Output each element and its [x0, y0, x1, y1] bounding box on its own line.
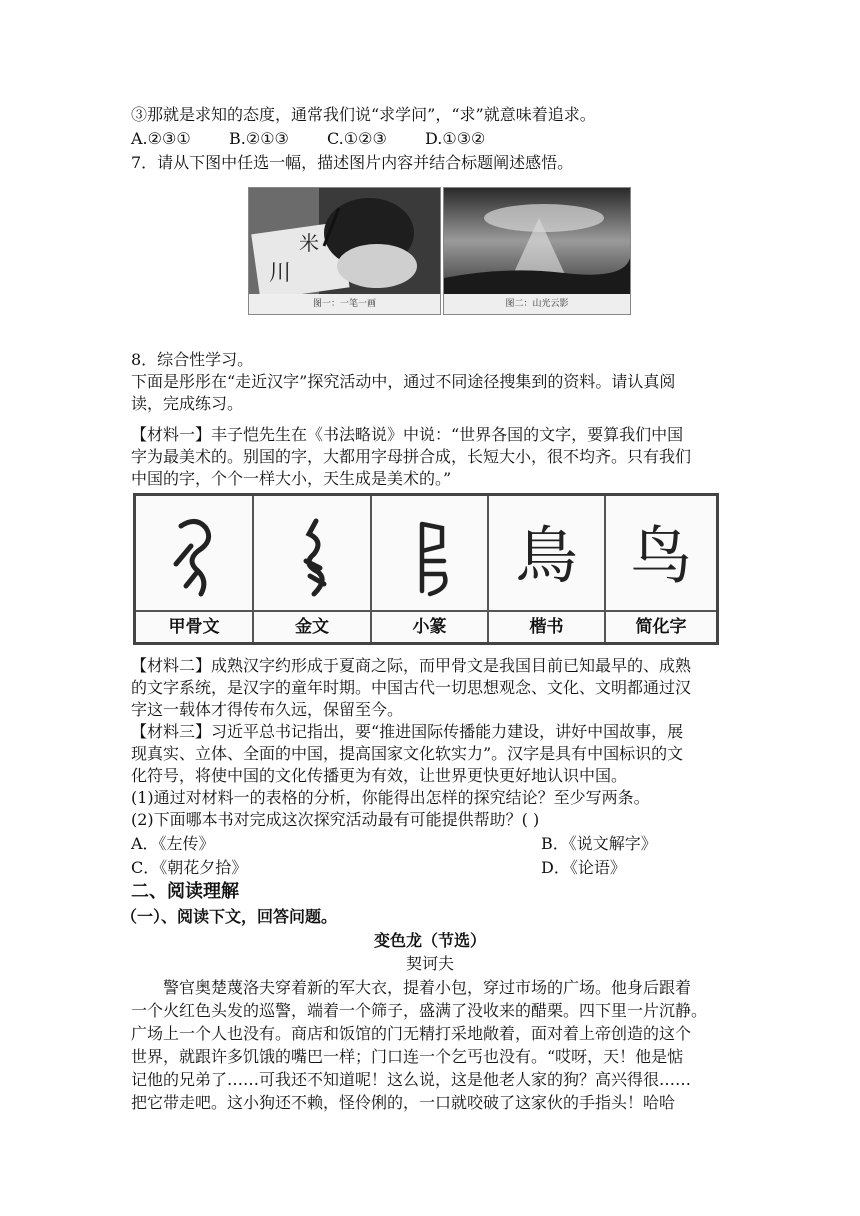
- cell-oracle-bone: [136, 496, 254, 642]
- sub-question-1: (1)通过对材料一的表格的分析，你能得出怎样的探究结论？至少写两条。: [131, 788, 650, 807]
- svg-text:川: 川: [269, 261, 292, 286]
- cell-simplified: [606, 496, 716, 642]
- oracle-bone-bird-glyph: [136, 506, 254, 606]
- label-simplified: 简化字: [606, 610, 716, 642]
- label-small-seal: 小篆: [372, 610, 487, 642]
- character-evolution-table: [133, 493, 719, 645]
- cell-regular-script: [489, 496, 606, 642]
- material-2-line-1: 【材料二】成熟汉字约形成于夏商之际，而甲骨文是我国目前已知最早的、成熟: [131, 656, 692, 675]
- small-seal-bird-glyph: [372, 506, 489, 606]
- paragraph-line-1: 警官奥楚蔑洛夫穿着新的军大衣，提着小包，穿过市场的广场。他身后跟着: [163, 978, 692, 997]
- part-1-heading: （一）、阅读下文，回答问题。: [121, 907, 338, 926]
- svg-text:米: 米: [299, 231, 319, 255]
- photo-caption-1: 图一：一笔一画: [249, 294, 440, 314]
- cell-small-seal: [372, 496, 489, 642]
- paragraph-line-6: 把它带走吧。这小狗还不赖，怪伶俐的，一口就咬破了这家伙的手指头！哈哈: [131, 1093, 676, 1112]
- label-oracle-bone: 甲骨文: [136, 610, 252, 642]
- q6-option-a: A.②③①: [131, 129, 191, 148]
- q8-intro-line-2: 读，完成练习。: [131, 394, 244, 413]
- label-regular-script: 楷书: [489, 610, 604, 642]
- q6-option-b: B.②①③: [229, 129, 289, 148]
- paragraph-line-3: 广场上一个人也没有。商店和饭馆的门无精打采地敞着，面对着上帝创造的这个: [131, 1024, 692, 1043]
- material-2-line-3: 字这一载体才得传布久远，保留至今。: [131, 700, 404, 719]
- article-author: 契诃夫: [405, 954, 454, 973]
- sub-question-2: (2)下面哪本书对完成这次探究活动最有可能提供帮助？( ): [131, 810, 540, 829]
- cell-bronze: [254, 496, 372, 642]
- q8-option-a: A．《左传》: [131, 834, 215, 853]
- simplified-glyph: 鸟: [629, 519, 692, 592]
- q6-statement-3: ③那就是求知的态度，通常我们说“求学问”，“求”就意味着追求。: [131, 105, 596, 124]
- material-1-line-1: 【材料一】丰子恺先生在《书法略说》中说：“世界各国的文字，要算我们中国: [131, 425, 684, 444]
- question-7: 7．请从下图中任选一幅，描述图片内容并结合标题阐述感悟。: [131, 153, 574, 172]
- q6-option-d: D.①③②: [425, 129, 486, 148]
- material-1-line-3: 中国的字，个个一样大小，天生成是美术的。”: [131, 469, 452, 488]
- question-8: 8．综合性学习。: [131, 350, 254, 369]
- q6-options: [131, 128, 485, 150]
- paragraph-line-2: 一个火红色头发的巡警，端着一个筛子，盛满了没收来的醋栗。四下里一片沉静。: [131, 1001, 708, 1020]
- landscape-image: [444, 188, 630, 294]
- material-2-line-2: 的文字系统，是汉字的童年时期。中国古代一切思想观念、文化、文明都通过汉: [131, 678, 692, 697]
- q8-option-b: B．《说文解字》: [541, 834, 657, 853]
- photo-caption-2: 图二：山光云影: [444, 294, 630, 314]
- q8-option-c: C．《朝花夕拾》: [131, 858, 248, 877]
- bronze-bird-glyph: [254, 506, 372, 606]
- photo-calligraphy: [248, 187, 441, 315]
- section-2-heading: 二、阅读理解: [131, 881, 239, 902]
- q8-intro-line-1: 下面是彤彤在“走近汉字”探究活动中，通过不同途径搜集到的资料。请认真阅: [131, 372, 676, 391]
- calligraphy-image: [249, 188, 440, 294]
- paragraph-line-5: 记他的兄弟了……可我还不知道呢！这么说，这是他老人家的狗？高兴得很……: [131, 1070, 692, 1089]
- paragraph-line-4: 世界，就跟许多饥饿的嘴巴一样；门口连一个乞丐也没有。“哎呀，天！他是惦: [131, 1047, 684, 1066]
- material-3-line-2: 现真实、立体、全面的中国，提高国家文化软实力”。汉字是具有中国标识的文: [131, 744, 684, 763]
- article-title: 变色龙（节选）: [373, 931, 486, 950]
- material-3-line-1: 【材料三】习近平总书记指出，要“推进国际传播能力建设，讲好中国故事，展: [131, 722, 684, 741]
- label-bronze: 金文: [254, 610, 370, 642]
- q6-option-c: C.①②③: [327, 129, 387, 148]
- regular-script-glyph: 鳥: [515, 519, 578, 592]
- material-3-line-3: 化符号，将使中国的文化传播更为有效，让世界更快更好地认识中国。: [131, 766, 628, 785]
- photo-landscape: [443, 187, 631, 315]
- q8-option-d: D．《论语》: [541, 858, 626, 877]
- material-1-line-2: 字为最美术的。别国的字，大都用字母拼合成，长短大小，很不均齐。只有我们: [131, 447, 692, 466]
